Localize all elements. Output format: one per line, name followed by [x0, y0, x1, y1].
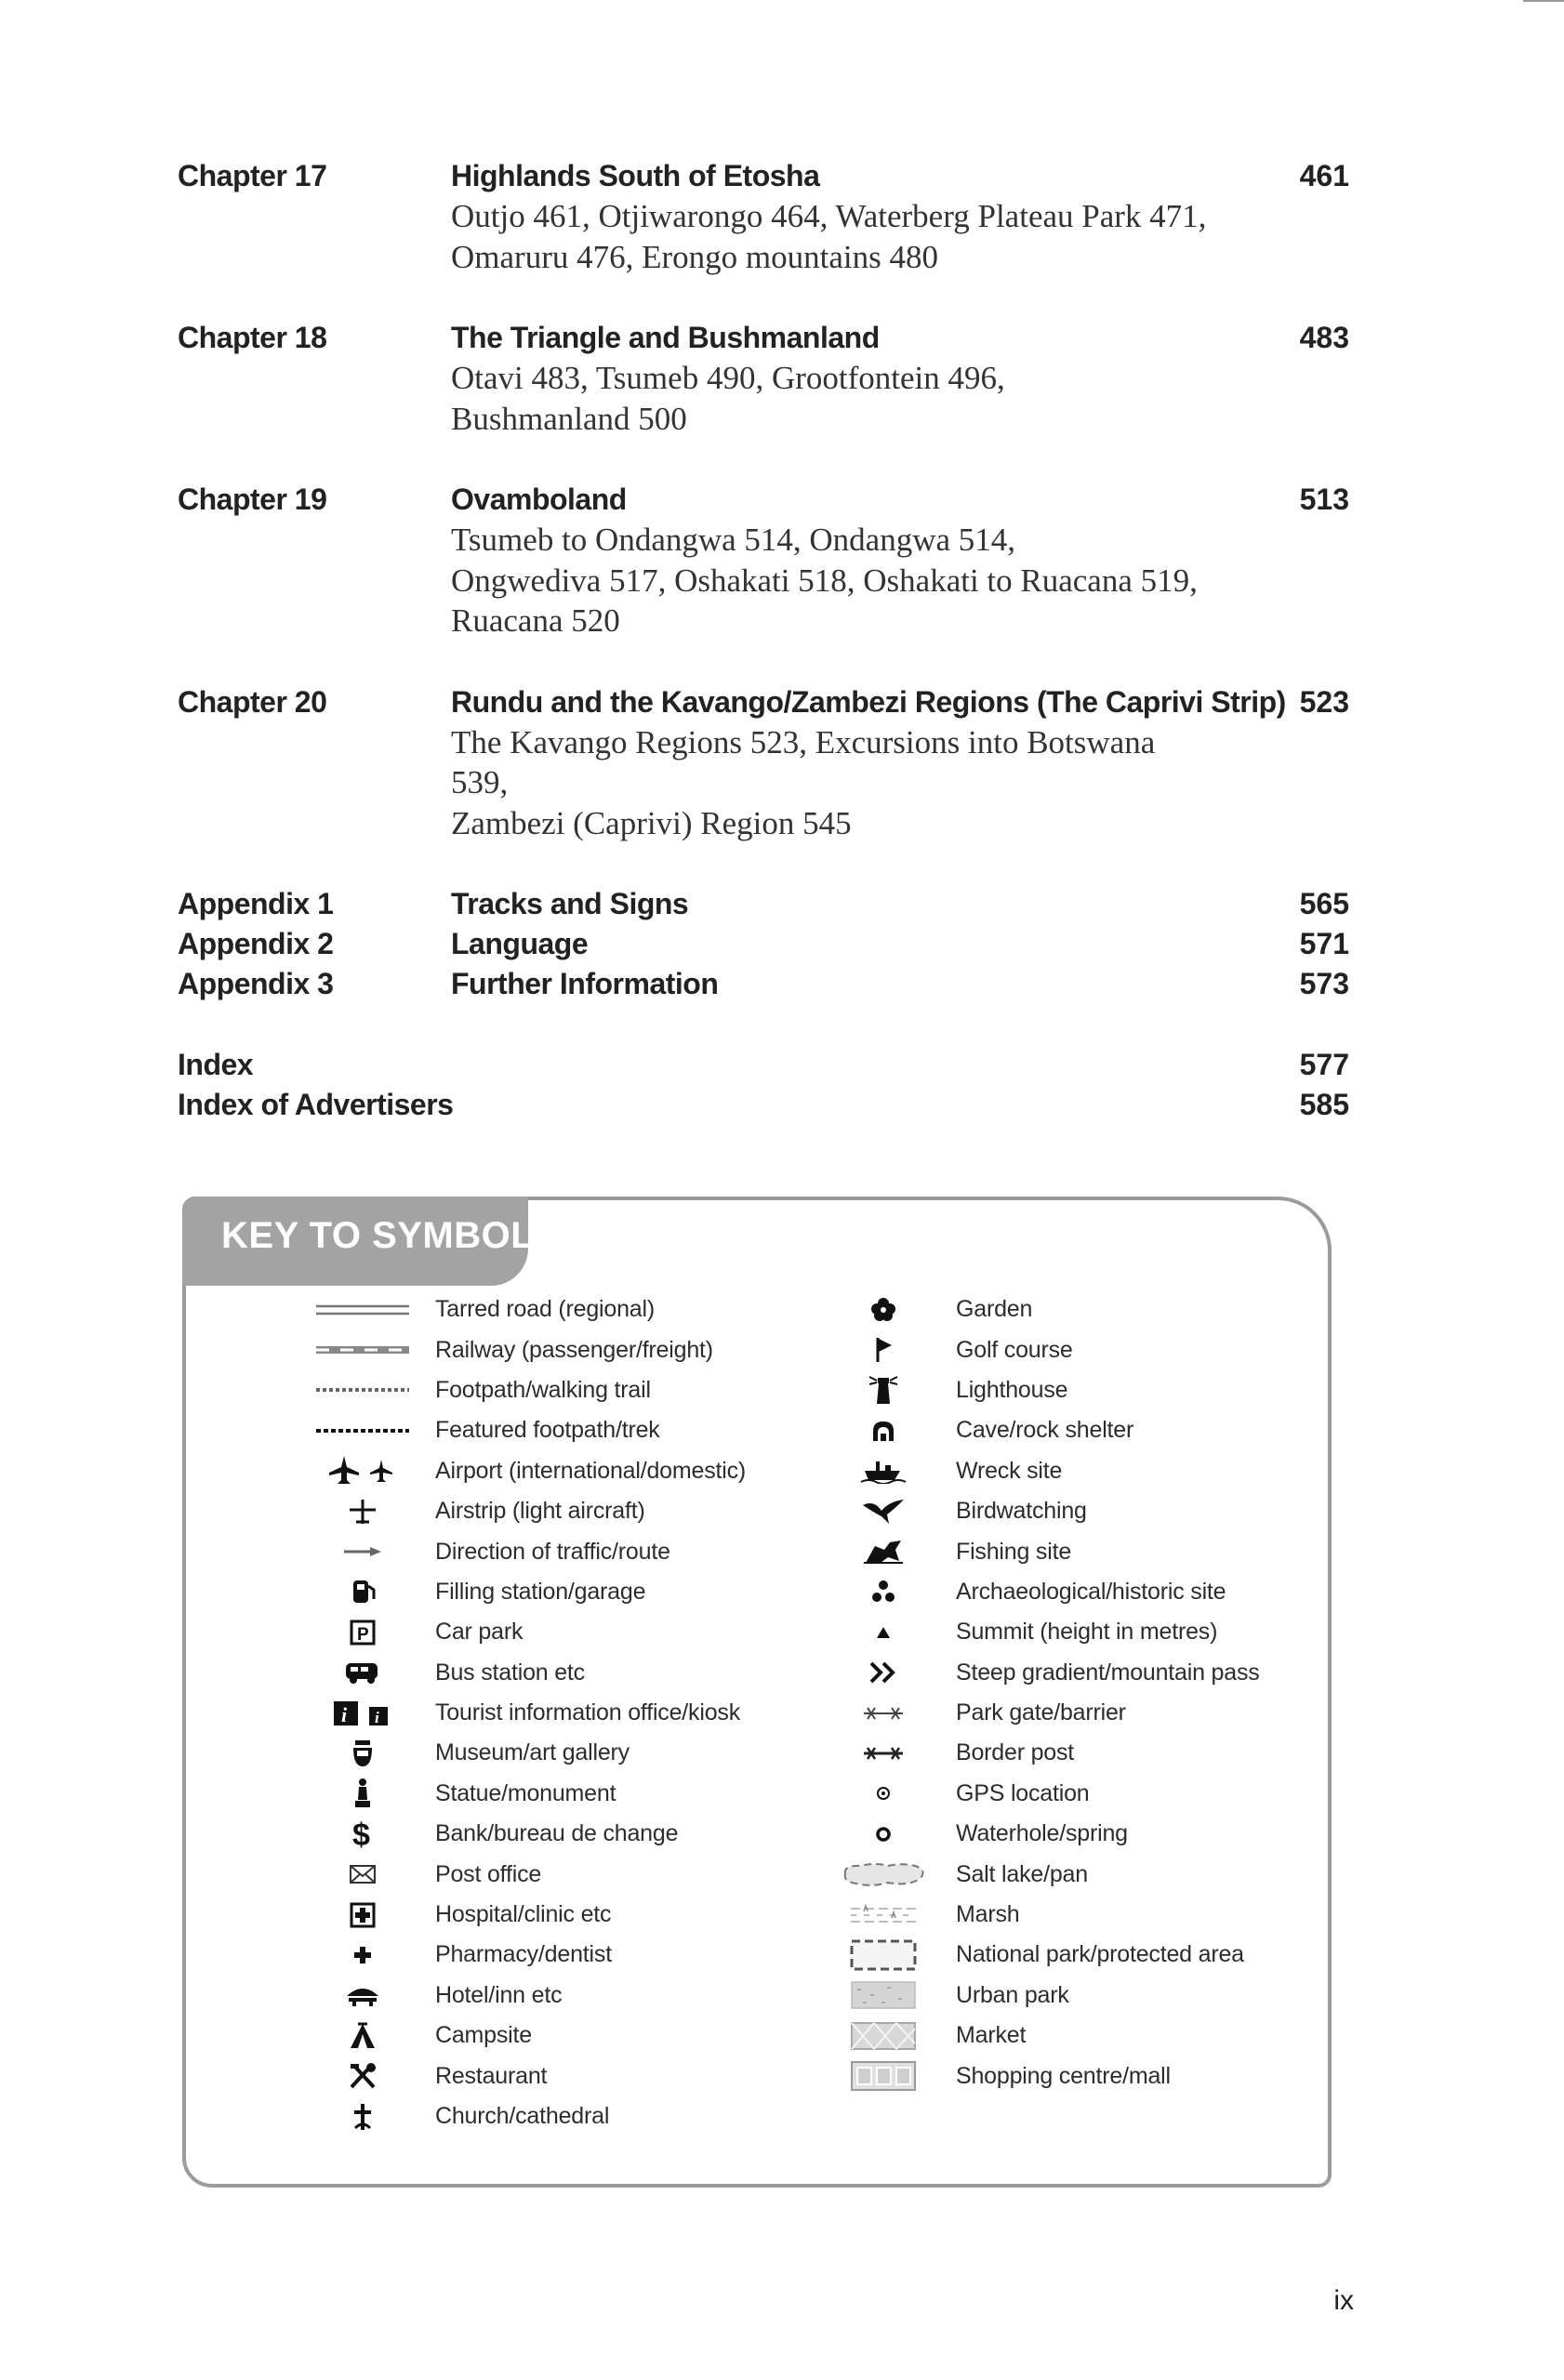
toc-entry-chapter-20 [178, 682, 1349, 844]
key-label: Summit (height in metres) [956, 1619, 1218, 1646]
key-row-railway [307, 1329, 746, 1369]
chapter-title: Ovamboland [451, 483, 627, 516]
chapter-title: The Triangle and Bushmanland [451, 321, 880, 354]
key-label: Museum/art gallery [435, 1739, 630, 1766]
key-label: Hotel/inn etc [435, 1981, 563, 2008]
key-row-church [307, 2096, 746, 2136]
urban-park-icon [828, 1977, 939, 2014]
key-label: Lighthouse [956, 1376, 1068, 1403]
key-row-pharmacy [307, 1935, 746, 1975]
cave-icon [828, 1412, 939, 1449]
chapter-details: Tsumeb to Ondangwa 514, Ondangwa 514, Ongwediva 517, Oshakati 518, Oshakati to Ruacana 519, Ruacana 520 [451, 522, 1198, 639]
key-row-tarred-road [307, 1289, 746, 1329]
salt-lake-icon [828, 1856, 939, 1893]
key-label: Waterhole/spring [956, 1820, 1128, 1847]
key-row-cave [828, 1410, 1260, 1450]
toc-entry-chapter-17 [178, 156, 1349, 277]
key-title-tab [182, 1197, 560, 1286]
tarred-road-icon [307, 1291, 418, 1329]
chapter-details: Otavi 483, Tsumeb 490, Grootfontein 496, Bushmanland 500 [451, 360, 1005, 437]
marsh-icon [828, 1897, 939, 1934]
page-number: 513 [1299, 483, 1349, 516]
key-label: Footpath/walking trail [435, 1376, 651, 1403]
market-icon [828, 2017, 939, 2055]
bus-icon [307, 1654, 418, 1691]
key-row-car-park [307, 1612, 746, 1652]
railway-icon [307, 1331, 418, 1368]
key-left-column [307, 1289, 746, 2136]
key-row-garden [828, 1289, 1260, 1329]
key-right-column [828, 1289, 1260, 2096]
key-row-waterhole [828, 1814, 1260, 1854]
direction-arrow-icon [307, 1533, 418, 1570]
key-label: Tourist information office/kiosk [435, 1699, 740, 1726]
toc-entry-chapter-18 [178, 318, 1349, 439]
bird-icon [828, 1493, 939, 1530]
key-label: Airstrip (light aircraft) [435, 1498, 645, 1525]
key-label: Restaurant [435, 2062, 548, 2089]
toc-entry-appendix-3 [178, 964, 1349, 1004]
appendix-label: Appendix 2 [178, 927, 334, 960]
tourist-info-icon [307, 1695, 418, 1732]
garden-icon [828, 1291, 939, 1329]
chapter-label: Chapter 19 [178, 483, 327, 516]
airstrip-icon [307, 1493, 418, 1530]
page-number: 577 [1299, 1048, 1349, 1081]
key-label: Border post [956, 1739, 1075, 1766]
appendix-label: Appendix 3 [178, 967, 334, 1000]
pharmacy-icon [307, 1937, 418, 1974]
key-row-hospital [307, 1895, 746, 1935]
park-gate-icon [828, 1695, 939, 1732]
museum-icon [307, 1735, 418, 1772]
appendix-title: Tracks and Signs [451, 887, 689, 920]
key-row-tourist-info [307, 1693, 746, 1733]
key-label: Cave/rock shelter [956, 1417, 1134, 1444]
key-label: Market [956, 2022, 1027, 2049]
page-number: 523 [1299, 684, 1349, 719]
filling-station-icon [307, 1573, 418, 1610]
chapter-title: Rundu and the Kavango/Zambezi Regions (The Caprivi Strip) [451, 684, 1286, 719]
key-row-statue [307, 1774, 746, 1814]
featured-footpath-icon [307, 1412, 418, 1449]
table-of-contents [178, 156, 1349, 1125]
key-row-wreck [828, 1451, 1260, 1491]
key-row-national-park [828, 1935, 1260, 1975]
chapter-label: Chapter 17 [178, 159, 327, 192]
key-label: Bus station etc [435, 1659, 585, 1686]
footpath-icon [307, 1371, 418, 1408]
key-label: Fishing site [956, 1538, 1072, 1565]
key-label: Car park [435, 1619, 524, 1646]
chapter-details: The Kavango Regions 523, Excursions into Botswana 539, Zambezi (Caprivi) Region 545 [451, 723, 1156, 841]
chapter-label: Chapter 18 [178, 321, 327, 354]
restaurant-icon [307, 2057, 418, 2095]
church-icon [307, 2098, 418, 2135]
key-label: Church/cathedral [435, 2103, 610, 2129]
page-number: 461 [1299, 159, 1349, 192]
key-label: Campsite [435, 2022, 532, 2049]
page-number: 571 [1299, 927, 1349, 960]
key-label: Park gate/barrier [956, 1699, 1126, 1726]
toc-entry-chapter-19 [178, 480, 1349, 641]
key-label: Salt lake/pan [956, 1860, 1088, 1887]
key-label: Statue/monument [435, 1779, 616, 1806]
chapter-title: Highlands South of Etosha [451, 159, 820, 192]
key-row-border-post [828, 1733, 1260, 1773]
key-row-gps [828, 1774, 1260, 1814]
key-title: KEY TO SYMBOLS [221, 1215, 560, 1256]
key-row-park-gate [828, 1693, 1260, 1733]
page-folio: ix [1333, 2285, 1354, 2316]
key-label: Filling station/garage [435, 1578, 646, 1605]
key-label: Urban park [956, 1981, 1069, 2008]
airport-icon [307, 1452, 418, 1489]
key-row-campsite [307, 2016, 746, 2056]
key-label: Golf course [956, 1336, 1073, 1363]
appendix-title: Further Information [451, 967, 719, 1000]
svg-text:P: P [357, 1624, 369, 1645]
key-row-bus [307, 1653, 746, 1693]
key-row-urban-park [828, 1976, 1260, 2016]
key-label: Steep gradient/mountain pass [956, 1659, 1260, 1686]
key-row-museum [307, 1733, 746, 1773]
key-label: Airport (international/domestic) [435, 1457, 747, 1484]
key-row-market [828, 2016, 1260, 2056]
hotel-icon [307, 1977, 418, 2014]
toc-entry-appendix-2 [178, 924, 1349, 964]
key-label: Tarred road (regional) [435, 1296, 655, 1323]
gps-icon [828, 1775, 939, 1812]
hospital-icon [307, 1897, 418, 1934]
key-row-hotel [307, 1976, 746, 2016]
key-row-featured-footpath [307, 1410, 746, 1450]
page-edge-mark [1523, 0, 1564, 2]
key-row-bank [307, 1814, 746, 1854]
key-row-steep-gradient [828, 1653, 1260, 1693]
key-label: Direction of traffic/route [435, 1538, 670, 1565]
key-label: Garden [956, 1296, 1033, 1323]
svg-text:$: $ [352, 1817, 370, 1851]
lighthouse-icon [828, 1371, 939, 1408]
key-label: Wreck site [956, 1457, 1063, 1484]
page-number: 585 [1299, 1088, 1349, 1121]
key-label: Marsh [956, 1901, 1020, 1928]
summit-icon [828, 1614, 939, 1651]
key-row-direction-arrow [307, 1531, 746, 1571]
key-label: Birdwatching [956, 1498, 1087, 1525]
wreck-icon [828, 1452, 939, 1489]
index-label: Index [178, 1048, 254, 1081]
campsite-icon [307, 2017, 418, 2055]
key-row-filling-station [307, 1572, 746, 1612]
key-row-lighthouse [828, 1370, 1260, 1410]
shopping-centre-icon [828, 2057, 939, 2095]
toc-entry-index [178, 1045, 1349, 1085]
key-label: Railway (passenger/freight) [435, 1336, 713, 1363]
key-label: National park/protected area [956, 1941, 1244, 1968]
waterhole-icon [828, 1816, 939, 1853]
key-row-post-office [307, 1854, 746, 1894]
key-row-footpath [307, 1370, 746, 1410]
bank-icon [307, 1816, 418, 1853]
toc-entry-index-of-advertisers [178, 1085, 1349, 1125]
national-park-icon [828, 1937, 939, 1974]
archaeological-icon [828, 1573, 939, 1610]
golf-icon [828, 1331, 939, 1368]
key-label: Hospital/clinic etc [435, 1901, 612, 1928]
key-row-restaurant [307, 2056, 746, 2096]
page-number: 565 [1299, 887, 1349, 920]
svg-text:i: i [375, 1708, 379, 1726]
border-post-icon [828, 1735, 939, 1772]
key-label: Bank/bureau de change [435, 1820, 679, 1847]
steep-gradient-icon [828, 1654, 939, 1691]
chapter-label: Chapter 20 [178, 684, 327, 719]
key-row-airport [307, 1451, 746, 1491]
key-row-golf [828, 1329, 1260, 1369]
key-row-bird [828, 1491, 1260, 1531]
key-label: GPS location [956, 1779, 1090, 1806]
key-row-archaeological [828, 1572, 1260, 1612]
key-row-airstrip [307, 1491, 746, 1531]
key-label: Pharmacy/dentist [435, 1941, 612, 1968]
key-label: Shopping centre/mall [956, 2062, 1171, 2089]
svg-text:i: i [341, 1702, 348, 1726]
toc-entry-appendix-1 [178, 884, 1349, 924]
key-label: Post office [435, 1860, 542, 1887]
appendix-title: Language [451, 927, 589, 960]
index-label: Index of Advertisers [178, 1088, 454, 1121]
key-row-shopping-centre [828, 2056, 1260, 2096]
page-number: 573 [1299, 967, 1349, 1000]
key-row-fishing [828, 1531, 1260, 1571]
key-label: Featured footpath/trek [435, 1417, 660, 1444]
fishing-icon [828, 1533, 939, 1570]
car-park-icon [307, 1614, 418, 1651]
page-number: 483 [1299, 321, 1349, 354]
chapter-details: Outjo 461, Otjiwarongo 464, Waterberg Plateau Park 471, Omaruru 476, Erongo mountains 480 [451, 198, 1207, 275]
key-label: Archaeological/historic site [956, 1578, 1226, 1605]
statue-icon [307, 1775, 418, 1812]
key-row-salt-lake [828, 1854, 1260, 1894]
post-office-icon [307, 1856, 418, 1893]
key-row-marsh [828, 1895, 1260, 1935]
appendix-label: Appendix 1 [178, 887, 334, 920]
key-row-summit [828, 1612, 1260, 1652]
